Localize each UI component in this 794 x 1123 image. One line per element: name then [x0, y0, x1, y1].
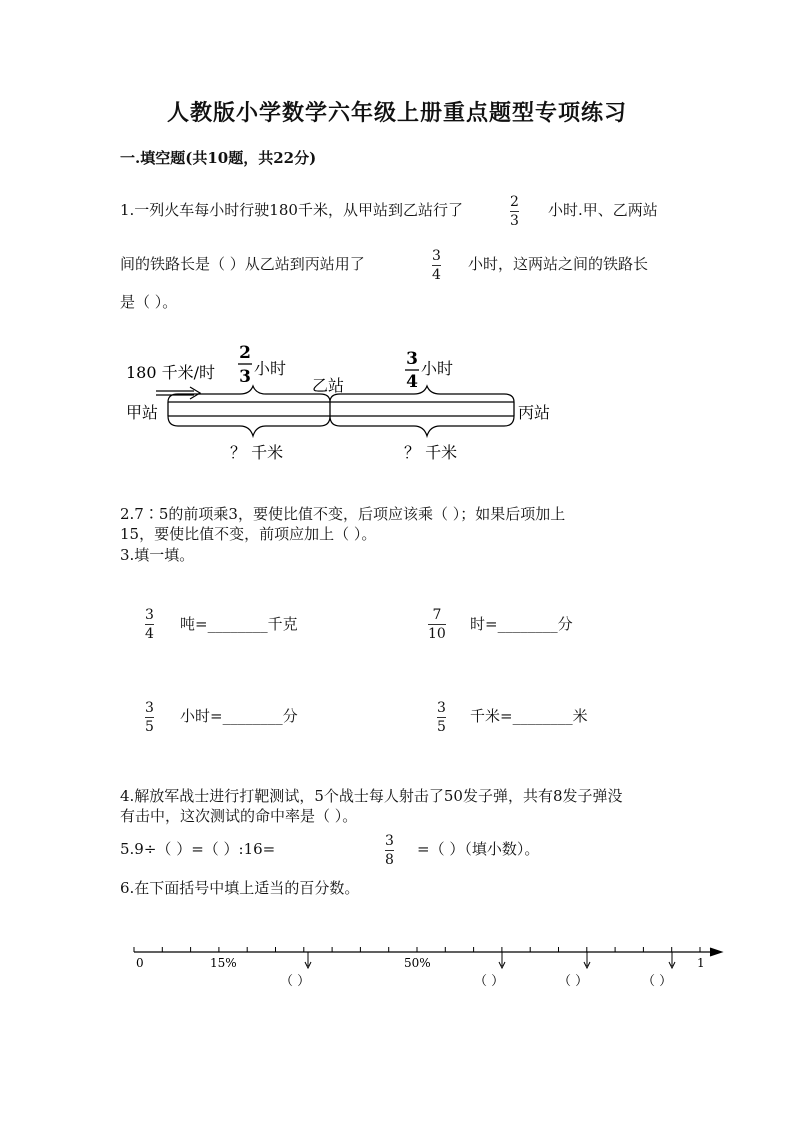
q1-fraction-1 — [510, 194, 519, 229]
station-jia: 甲站 — [126, 403, 159, 422]
q5-part-a: 5.9÷（ ）=（ ）:16= — [120, 840, 276, 858]
speed-label: 180 千米/时 — [126, 363, 216, 382]
q1-line1b: 小时.甲、乙两站 — [548, 201, 658, 219]
q5-frac-num: 3 — [385, 833, 394, 849]
q1-frac1-num: 2 — [510, 194, 519, 210]
q3-item3-num: 3 — [145, 700, 154, 716]
q3-item1-den: 4 — [145, 626, 154, 642]
q4-line2: 有击中，这次测试的命中率是（ ）。 — [120, 807, 358, 825]
station-yi: 乙站 — [312, 376, 345, 395]
direction-arrow-icon — [156, 387, 200, 399]
percent-number-line — [0, 930, 794, 1000]
label-15-percent: 15% — [210, 956, 237, 970]
q3-item4-den: 5 — [437, 719, 446, 735]
q3-item4-num: 3 — [437, 700, 446, 716]
label-zero: 0 — [136, 956, 144, 970]
q1-line2b: 小时，这两站之间的铁路长 — [468, 255, 649, 273]
route-diagram — [0, 330, 794, 470]
q3-item3-text: 小时=________分 — [180, 707, 298, 725]
q1-line1a: 1.一列火车每小时行驶180千米，从甲站到乙站行了 — [120, 201, 463, 219]
q5-part-b: =（ ）（填小数）。 — [417, 840, 540, 858]
down-arrow-icon — [499, 952, 505, 968]
q3-item1-fraction — [145, 607, 154, 642]
axis-arrow-icon — [710, 948, 722, 956]
q1-fraction-2 — [432, 248, 441, 283]
q6-title: 6.在下面括号中填上适当的百分数。 — [120, 879, 360, 897]
bottom-brace-1 — [168, 416, 330, 436]
blank-4[interactable]: （ ） — [642, 974, 673, 989]
q3-item2-num: 7 — [432, 607, 442, 623]
station-bing: 丙站 — [518, 403, 551, 422]
railway-track — [168, 402, 514, 416]
page-title: 人教版小学数学六年级上册重点题型专项练习 — [166, 100, 627, 126]
label-one: 1 — [697, 956, 705, 970]
q3-item4-fraction — [437, 700, 446, 735]
q3-item4-text: 千米=________米 — [470, 707, 588, 725]
q1-line3: 是（ ）。 — [120, 293, 178, 311]
q1-frac1-den: 3 — [510, 213, 519, 229]
seg1-fraction-num: 2 — [239, 343, 251, 363]
down-arrow-icon — [584, 952, 590, 968]
q3-item3-den: 5 — [145, 719, 154, 735]
q1-frac2-den: 4 — [432, 267, 441, 283]
q2-line2: 15，要使比值不变，前项应加上（ ）。 — [120, 525, 377, 543]
label-50-percent: 50% — [404, 956, 431, 970]
section-heading: 一.填空题(共10题，共22分) — [120, 149, 317, 167]
q5-frac-den: 8 — [385, 852, 394, 868]
q5-fraction — [385, 833, 394, 868]
seg2-unit: 小时 — [421, 359, 454, 378]
bottom-brace-2 — [330, 416, 514, 436]
q3-item3-fraction — [145, 700, 154, 735]
q3-item2-fraction — [428, 607, 446, 642]
q3-item2-text: 时=________分 — [470, 615, 573, 633]
q3-item1-text: 吨=________千克 — [180, 615, 298, 633]
q1-line2a: 间的铁路长是（ ）从乙站到丙站用了 — [120, 255, 365, 273]
q3-item1-num: 3 — [145, 607, 154, 623]
q2-line1: 2.7∶5的前项乘3，要使比值不变，后项应该乘（ ）；如果后项加上 — [120, 505, 566, 523]
down-arrow-icon — [305, 952, 311, 968]
unknown-distance-1: ？ 千米 — [230, 443, 284, 462]
q4-line1: 4.解放军战士进行打靶测试，5个战士每人射击了50发子弹，共有8发子弹没 — [120, 787, 623, 805]
number-line-ticks — [134, 947, 700, 952]
seg2-fraction-den: 4 — [406, 372, 418, 392]
seg1-unit: 小时 — [254, 359, 287, 378]
down-arrow-icon — [669, 952, 675, 968]
blank-2[interactable]: （ ） — [474, 974, 505, 989]
seg1-fraction-den: 3 — [239, 367, 251, 387]
q1-frac2-num: 3 — [432, 248, 441, 264]
seg2-fraction-num: 3 — [406, 349, 418, 369]
blank-1[interactable]: （ ） — [280, 974, 311, 989]
top-brace-2 — [330, 386, 514, 402]
blank-3[interactable]: （ ） — [558, 974, 589, 989]
q3-item2-den: 10 — [428, 626, 446, 642]
q3-title: 3.填一填。 — [120, 546, 195, 564]
unknown-distance-2: ？ 千米 — [404, 443, 458, 462]
